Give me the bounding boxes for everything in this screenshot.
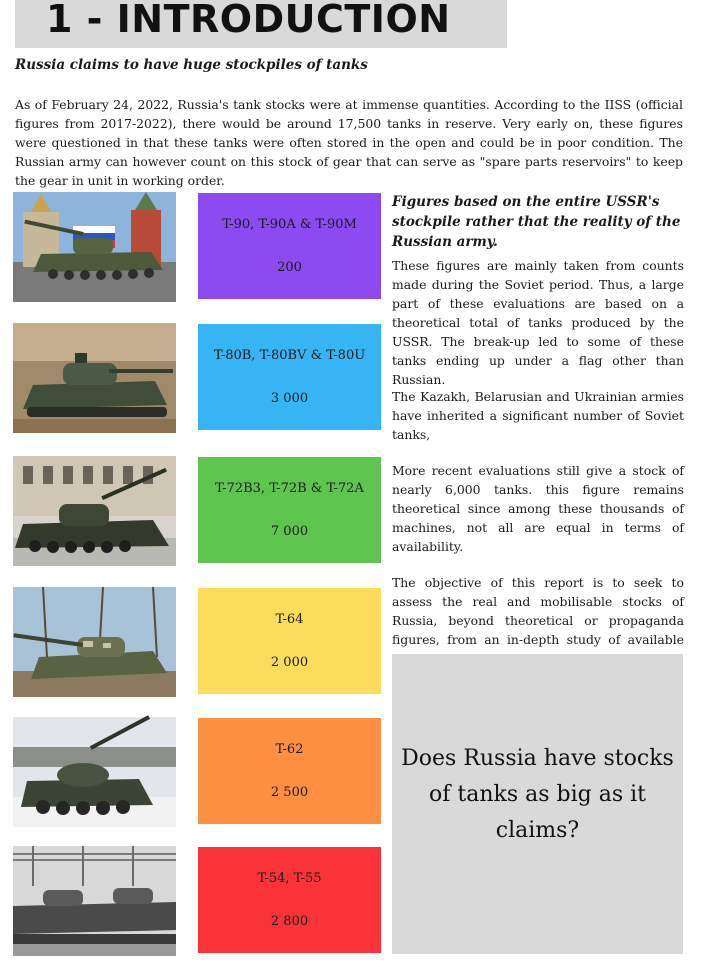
tank-count-value: 3 000 — [270, 391, 309, 406]
tank-card-t90 — [198, 193, 381, 299]
tank-card-t72 — [198, 457, 381, 563]
tank-snow-photo — [13, 717, 176, 827]
tank-count-value: 7 000 — [270, 524, 309, 539]
tank-parade-photo — [13, 192, 176, 302]
tank-train-photo — [13, 846, 176, 956]
page-subtitle: Russia claims to have huge stockpiles of tanks — [15, 57, 368, 73]
tank-card-t80 — [198, 324, 381, 430]
tank-forest-photo — [13, 587, 176, 697]
key-question: Does Russia have stocks of tanks as big as it claims? — [401, 746, 674, 843]
tank-count-value: 2 500 — [270, 785, 309, 800]
tank-count-value: 2 800 — [270, 914, 309, 929]
tank-model-label: T-62 — [275, 742, 304, 757]
tank-card-t55 — [198, 847, 381, 953]
tank-field-photo — [13, 323, 176, 433]
tank-model-label: T-54, T-55 — [257, 871, 322, 886]
tank-count-value: 200 — [277, 260, 302, 275]
tank-count-value: 2 000 — [270, 655, 309, 670]
sidebar-paragraph: More recent evaluations still give a stock of nearly 6,000 tanks. this figure remains theoretical since among these thousands of machines, not all are equal in terms of availability. — [392, 463, 684, 554]
sidebar-paragraph: The objective of this report is to seek to assess the real and mobilisable stocks of Russia, beyond theoretical or propaganda figures, from an in-depth study of available — [392, 575, 684, 647]
intro-paragraph: As of February 24, 2022, Russia's tank stocks were at immense quantities. According to the IISS (official figures from 2017-2022), there would be around 17,500 tanks in reserve. Very early on, these figures were questioned in that these tanks were often stored in the open and could be in poor condition. The Russian army can however count on this stock of gear that can serve as "spare parts reservoirs" to keep the gear in unit in working order. — [15, 97, 683, 188]
tank-model-label: T-80B, T-80BV & T-80U — [213, 348, 366, 363]
tank-street-photo — [13, 456, 176, 566]
tank-card-t64 — [198, 588, 381, 694]
sidebar-paragraph: The Kazakh, Belarusian and Ukrainian armies have inherited a significant number of Soviet tanks, — [392, 389, 684, 442]
tank-model-label: T-72B3, T-72B & T-72A — [215, 481, 364, 496]
sidebar-paragraph: These figures are mainly taken from counts made during the Soviet period. Thus, a large part of these evaluations are based on a theoretical total of tanks produced by the USSR. The break-up led to some of these tanks ending up under a flag other than Russian. — [392, 258, 684, 387]
tank-model-label: T-90, T-90A & T-90M — [222, 217, 357, 232]
question-box — [392, 654, 683, 954]
sidebar-heading: Figures based on the entire USSR's stockpile rather that the reality of the Russian army. — [392, 194, 681, 250]
tank-model-label: T-64 — [275, 612, 304, 627]
page-title: 1 - INTRODUCTION — [46, 0, 451, 41]
tank-card-t62 — [198, 718, 381, 824]
